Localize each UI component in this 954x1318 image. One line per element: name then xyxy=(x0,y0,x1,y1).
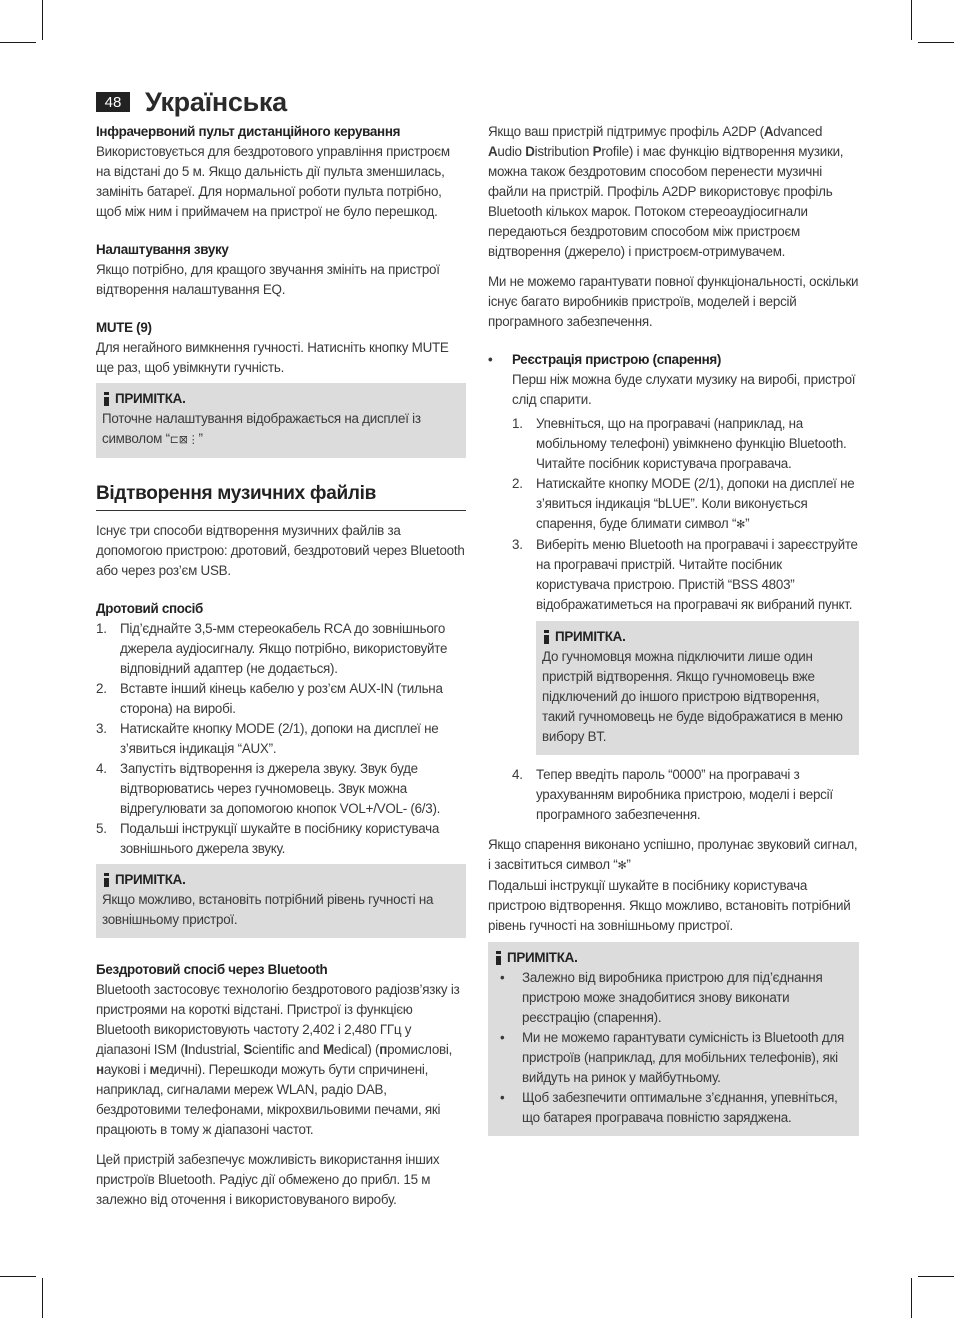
crop-mark xyxy=(0,42,36,43)
note-title: ПРИМІТКА. xyxy=(115,391,186,406)
sound-settings-text: Якщо потрібно, для кращого звучання змініть на пристрої відтворення налаштування EQ. xyxy=(96,262,440,297)
list-item: 2. Натискайте кнопку MODE (2/1), допоки на дисплеї не з’явиться індикація “bLUE”. Коли виконується спарення, буде блимати символ “✻” xyxy=(512,474,859,535)
list-item: 3. Виберіть меню Bluetooth на програвачі і зареєструйте на програвачі пристрій. Читайте посібник користувача пристрою. Пристій “BSS 4803” відображатиметься на програвачі як вибраний пункт. xyxy=(512,537,858,612)
note-title: ПРИМІТКА. xyxy=(555,629,626,644)
bluetooth-range-text: Цей пристрій забезпечує можливість використання інших пристроїв Bluetooth. Радіус дії обмежено до прибл. 15 м залежно від оточення і використовуваного виробу. xyxy=(96,1152,440,1207)
info-icon xyxy=(542,630,551,644)
note-title: ПРИМІТКА. xyxy=(507,950,578,965)
list-item: 4. Тепер введіть пароль “0000” на програвачі з урахуванням виробника пристрою, моделі і версії програмного забезпечення. xyxy=(512,767,833,822)
further-instructions-text: Подальші інструкції шукайте в посібнику користувача пристрою відтворення. Якщо можливо, встановіть потрібний рівень гучності на зовнішньому пристрої. xyxy=(488,878,851,933)
mute-text: Для негайного вимкнення гучності. Натисніть кнопку MUTE ще раз, щоб увімкнути гучність. xyxy=(96,340,449,375)
right-column xyxy=(488,122,859,1136)
list-item: • Залежно від виробника пристрою для під’єднання пристрою може знадобитися знову виконати реєстрацію (спарення). xyxy=(500,970,823,1025)
info-icon xyxy=(102,392,111,406)
note-text: Якщо можливо, встановіть потрібний рівень гучності на зовнішньому пристрої. xyxy=(102,892,434,927)
crop-mark xyxy=(918,1276,954,1277)
crop-mark xyxy=(42,1278,43,1318)
page-number: 48 xyxy=(96,92,130,112)
page-title: Українська xyxy=(145,86,287,117)
list-item: 1. Під’єднайте 3,5-мм стереокабель RCA до зовнішнього джерела аудіосигналу. Якщо потрібно, використовуйте відповідний адаптер (не додається). xyxy=(96,621,448,676)
guarantee-text: Ми не можемо гарантувати повної функціональності, оскільки існує багато виробників пристроїв, моделей і версій програмного забезпечення. xyxy=(488,274,859,329)
info-icon xyxy=(102,873,111,887)
sound-settings-heading: Налаштування звуку xyxy=(96,242,229,257)
note-box xyxy=(96,383,466,458)
bluetooth-text: Bluetooth застосовує технологію бездротового радіозв’язку із пристроями на короткі відстані. Пристрої із функцією Bluetooth використовують частоту 2,402 і 2,480 ГГц у діапазоні ISM (Industrial, Scientific and Medical) (промислові, наукові і медичні). Перешкоди можуть бути спричинені, наприклад, сигналами мереж WLAN, радіо DAB, бездротовими телефонами, мікрохвильовими печами, які працюють в тому ж діапазоні частот. xyxy=(96,982,460,1137)
section-title: Відтворення музичних файлів xyxy=(96,484,466,511)
bluetooth-icon: ✻ xyxy=(736,519,746,531)
list-item: 1. Упевніться, що на програвачі (наприклад, на мобільному телефоні) увімкнено функцію Bluetooth. Читайте посібник користувача програвача. xyxy=(512,416,847,471)
crop-mark xyxy=(42,0,43,40)
crop-mark xyxy=(918,42,954,43)
list-item: • Ми не можемо гарантувати сумісність із Bluetooth для пристроїв (наприклад, для мобільних телефонів), які вийдуть на ринок у майбутньому. xyxy=(500,1030,844,1085)
bluetooth-heading: Бездротовий спосіб через Bluetooth xyxy=(96,962,328,977)
a2dp-text: Якщо ваш пристрій підтримує профіль A2DP (Advanced Audio Distribution Profile) і має функцію відтворення музики, можна також бездротовим способом перенести музичні файли на пристрій. Профіль A2DP використовує профіль Bluetooth кількох марок. Потоком стереоаудіосигнали передаються бездротовим способом між пристроєм відтворення (джерело) і пристроєм-отримувачем. xyxy=(488,124,844,259)
wired-heading: Дротовий спосіб xyxy=(96,601,204,616)
crop-mark xyxy=(911,0,912,40)
list-item: 2. Вставте інший кінець кабелю у роз’єм AUX-IN (тильна сторона) на виробі. xyxy=(96,681,443,716)
pairing-success-text: Якщо спарення виконано успішно, пролунає звуковий сигнал, і засвітиться символ “✻” xyxy=(488,835,859,876)
crop-mark xyxy=(0,1276,36,1277)
note-title: ПРИМІТКА. xyxy=(115,872,186,887)
note-box xyxy=(488,942,859,1136)
note-text: До гучномовця можна підключити лише один пристрій відтворення. Якщо гучномовець вже підключений до іншого пристрою відтворення, такий гучномовець не буде відображатися в меню вибору BT. xyxy=(542,649,843,744)
wired-steps xyxy=(96,619,466,859)
pairing-heading: • Реєстрація пристрою (спарення) xyxy=(488,352,722,367)
mute-heading: MUTE (9) xyxy=(96,320,152,335)
pairing-intro: Перш ніж можна буде слухати музику на виробі, пристрої слід спарити. xyxy=(512,372,856,407)
section-intro: Існує три способи відтворення музичних файлів за допомогою пристрою: дротовий, бездротовий через Bluetooth або через роз’єм USB. xyxy=(96,523,465,578)
bluetooth-icon: ✻ xyxy=(617,860,627,872)
list-item: • Щоб забезпечити оптимальне з’єднання, упевніться, що батарея програвача повністю заряджена. xyxy=(500,1090,838,1125)
crop-mark xyxy=(911,1278,912,1318)
left-column xyxy=(96,122,466,1210)
ir-remote-heading: Інфрачервоний пульт дистанційного керування xyxy=(96,124,401,139)
info-icon xyxy=(494,951,503,965)
pairing-steps xyxy=(512,414,859,615)
pairing-steps-continued xyxy=(512,765,859,825)
list-item: 3. Натискайте кнопку MODE (2/1), допоки на дисплеї не з’явиться індикація “AUX”. xyxy=(96,721,439,756)
list-item: 5. Подальші інструкції шукайте в посібнику користувача зовнішнього джерела звуку. xyxy=(96,821,440,856)
page-header xyxy=(96,86,287,118)
pairing-section xyxy=(488,370,859,825)
note-box xyxy=(536,621,859,755)
note-text: Поточне налаштування відображається на дисплеї із символом “⊏⊠⋮” xyxy=(102,409,458,450)
note-box xyxy=(96,864,466,938)
ir-remote-text: Використовується для бездротового управління пристроєм на відстані до 5 м. Якщо дальність дії пульта зменшилась, замініть батареї. Для нормальної роботи пульта потрібно, щоб між ним і приймачем на пристрої не було перешкод. xyxy=(96,144,450,219)
list-item: 4. Запустіть відтворення із джерела звуку. Звук буде відтворюватись через гучномовець. Звук можна відрегулювати за допомогою кнопок VOL+/VOL- (6/3). xyxy=(96,761,441,816)
note-list xyxy=(494,968,851,1128)
mute-symbol-icon: ⊏⊠⋮ xyxy=(169,434,199,446)
